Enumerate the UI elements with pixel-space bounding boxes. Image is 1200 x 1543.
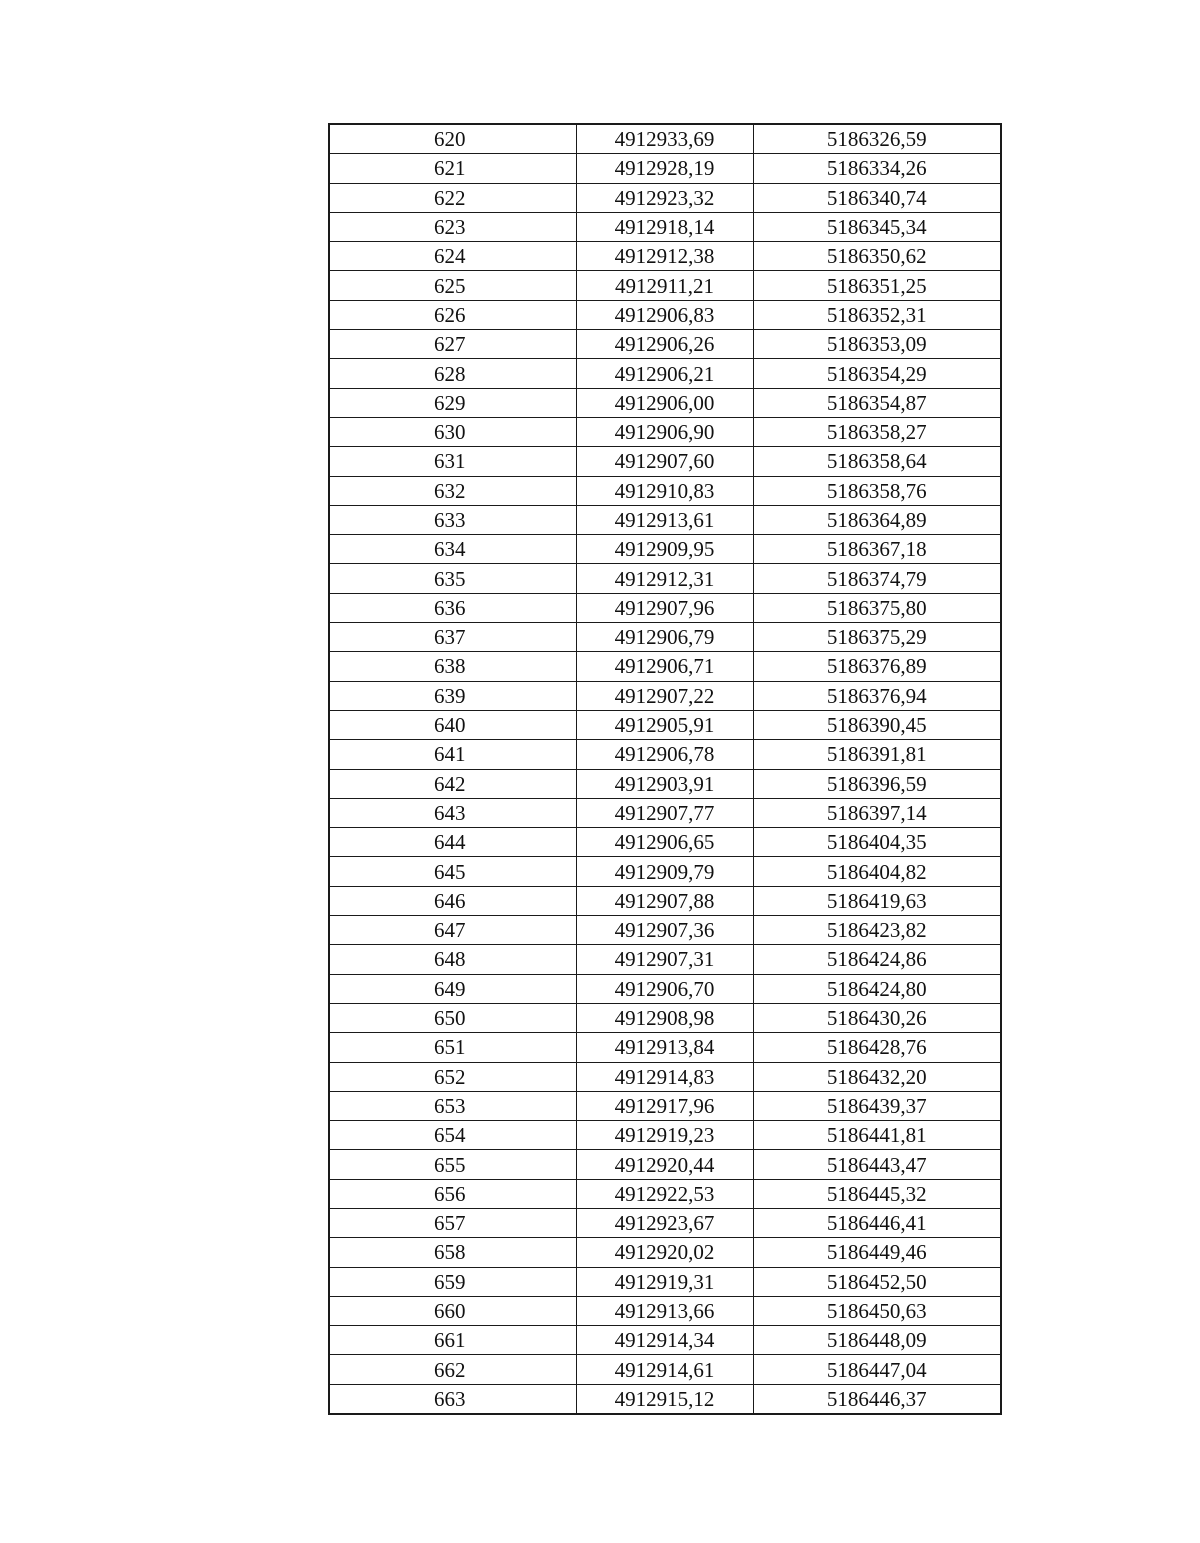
y-coordinate-cell: 5186449,46: [753, 1238, 1001, 1267]
x-coordinate-cell: 4912928,19: [576, 154, 753, 183]
x-coordinate-cell: 4912933,69: [576, 124, 753, 154]
x-coordinate-cell: 4912906,26: [576, 330, 753, 359]
x-coordinate-cell: 4912906,21: [576, 359, 753, 388]
table-row: [329, 1121, 1001, 1150]
table-row: [329, 798, 1001, 827]
x-coordinate-cell: 4912914,34: [576, 1326, 753, 1355]
table-row: [329, 1150, 1001, 1179]
y-coordinate-cell: 5186376,89: [753, 652, 1001, 681]
x-coordinate-cell: 4912907,31: [576, 945, 753, 974]
point-number-cell: 658: [329, 1238, 576, 1267]
y-coordinate-cell: 5186350,62: [753, 242, 1001, 271]
y-coordinate-cell: 5186358,76: [753, 476, 1001, 505]
table-row: [329, 124, 1001, 154]
y-coordinate-cell: 5186432,20: [753, 1062, 1001, 1091]
x-coordinate-cell: 4912907,88: [576, 886, 753, 915]
point-number-cell: 644: [329, 828, 576, 857]
y-coordinate-cell: 5186340,74: [753, 183, 1001, 212]
y-coordinate-cell: 5186423,82: [753, 916, 1001, 945]
point-number-cell: 626: [329, 300, 576, 329]
point-number-cell: 627: [329, 330, 576, 359]
table-row: [329, 1267, 1001, 1296]
y-coordinate-cell: 5186439,37: [753, 1091, 1001, 1120]
y-coordinate-cell: 5186353,09: [753, 330, 1001, 359]
x-coordinate-cell: 4912914,61: [576, 1355, 753, 1384]
x-coordinate-cell: 4912906,71: [576, 652, 753, 681]
y-coordinate-cell: 5186391,81: [753, 740, 1001, 769]
point-number-cell: 643: [329, 798, 576, 827]
table-row: [329, 1003, 1001, 1032]
table-row: [329, 300, 1001, 329]
table-row: [329, 710, 1001, 739]
point-number-cell: 620: [329, 124, 576, 154]
table-row: [329, 417, 1001, 446]
coordinates-table-body: [329, 124, 1001, 1414]
table-row: [329, 1208, 1001, 1237]
table-row: [329, 593, 1001, 622]
y-coordinate-cell: 5186334,26: [753, 154, 1001, 183]
x-coordinate-cell: 4912917,96: [576, 1091, 753, 1120]
table-row: [329, 1179, 1001, 1208]
table-row: [329, 916, 1001, 945]
y-coordinate-cell: 5186424,80: [753, 974, 1001, 1003]
y-coordinate-cell: 5186354,29: [753, 359, 1001, 388]
table-row: [329, 681, 1001, 710]
y-coordinate-cell: 5186448,09: [753, 1326, 1001, 1355]
table-row: [329, 886, 1001, 915]
point-number-cell: 624: [329, 242, 576, 271]
y-coordinate-cell: 5186397,14: [753, 798, 1001, 827]
point-number-cell: 628: [329, 359, 576, 388]
x-coordinate-cell: 4912922,53: [576, 1179, 753, 1208]
x-coordinate-cell: 4912923,67: [576, 1208, 753, 1237]
point-number-cell: 625: [329, 271, 576, 300]
point-number-cell: 652: [329, 1062, 576, 1091]
point-number-cell: 640: [329, 710, 576, 739]
y-coordinate-cell: 5186376,94: [753, 681, 1001, 710]
y-coordinate-cell: 5186430,26: [753, 1003, 1001, 1032]
table-row: [329, 242, 1001, 271]
table-row: [329, 1033, 1001, 1062]
point-number-cell: 650: [329, 1003, 576, 1032]
table-row: [329, 1062, 1001, 1091]
table-row: [329, 1384, 1001, 1414]
x-coordinate-cell: 4912906,83: [576, 300, 753, 329]
point-number-cell: 639: [329, 681, 576, 710]
point-number-cell: 663: [329, 1384, 576, 1414]
y-coordinate-cell: 5186326,59: [753, 124, 1001, 154]
point-number-cell: 638: [329, 652, 576, 681]
table-row: [329, 271, 1001, 300]
x-coordinate-cell: 4912913,61: [576, 505, 753, 534]
x-coordinate-cell: 4912907,60: [576, 447, 753, 476]
point-number-cell: 635: [329, 564, 576, 593]
point-number-cell: 653: [329, 1091, 576, 1120]
point-number-cell: 622: [329, 183, 576, 212]
x-coordinate-cell: 4912907,77: [576, 798, 753, 827]
x-coordinate-cell: 4912918,14: [576, 212, 753, 241]
x-coordinate-cell: 4912913,66: [576, 1296, 753, 1325]
y-coordinate-cell: 5186445,32: [753, 1179, 1001, 1208]
x-coordinate-cell: 4912919,23: [576, 1121, 753, 1150]
point-number-cell: 636: [329, 593, 576, 622]
y-coordinate-cell: 5186345,34: [753, 212, 1001, 241]
table-row: [329, 857, 1001, 886]
x-coordinate-cell: 4912914,83: [576, 1062, 753, 1091]
x-coordinate-cell: 4912905,91: [576, 710, 753, 739]
table-row: [329, 945, 1001, 974]
table-row: [329, 447, 1001, 476]
point-number-cell: 661: [329, 1326, 576, 1355]
table-row: [329, 740, 1001, 769]
point-number-cell: 623: [329, 212, 576, 241]
y-coordinate-cell: 5186404,82: [753, 857, 1001, 886]
y-coordinate-cell: 5186428,76: [753, 1033, 1001, 1062]
y-coordinate-cell: 5186352,31: [753, 300, 1001, 329]
table-row: [329, 1238, 1001, 1267]
table-row: [329, 359, 1001, 388]
y-coordinate-cell: 5186424,86: [753, 945, 1001, 974]
point-number-cell: 659: [329, 1267, 576, 1296]
y-coordinate-cell: 5186367,18: [753, 535, 1001, 564]
y-coordinate-cell: 5186396,59: [753, 769, 1001, 798]
y-coordinate-cell: 5186419,63: [753, 886, 1001, 915]
table-row: [329, 212, 1001, 241]
y-coordinate-cell: 5186375,80: [753, 593, 1001, 622]
y-coordinate-cell: 5186374,79: [753, 564, 1001, 593]
point-number-cell: 642: [329, 769, 576, 798]
point-number-cell: 655: [329, 1150, 576, 1179]
table-row: [329, 623, 1001, 652]
point-number-cell: 651: [329, 1033, 576, 1062]
point-number-cell: 654: [329, 1121, 576, 1150]
x-coordinate-cell: 4912909,79: [576, 857, 753, 886]
x-coordinate-cell: 4912923,32: [576, 183, 753, 212]
x-coordinate-cell: 4912907,22: [576, 681, 753, 710]
point-number-cell: 632: [329, 476, 576, 505]
x-coordinate-cell: 4912909,95: [576, 535, 753, 564]
y-coordinate-cell: 5186358,64: [753, 447, 1001, 476]
point-number-cell: 633: [329, 505, 576, 534]
point-number-cell: 631: [329, 447, 576, 476]
table-row: [329, 183, 1001, 212]
x-coordinate-cell: 4912911,21: [576, 271, 753, 300]
point-number-cell: 662: [329, 1355, 576, 1384]
x-coordinate-cell: 4912913,84: [576, 1033, 753, 1062]
table-row: [329, 476, 1001, 505]
y-coordinate-cell: 5186450,63: [753, 1296, 1001, 1325]
y-coordinate-cell: 5186354,87: [753, 388, 1001, 417]
x-coordinate-cell: 4912906,70: [576, 974, 753, 1003]
x-coordinate-cell: 4912906,00: [576, 388, 753, 417]
y-coordinate-cell: 5186447,04: [753, 1355, 1001, 1384]
x-coordinate-cell: 4912906,90: [576, 417, 753, 446]
y-coordinate-cell: 5186443,47: [753, 1150, 1001, 1179]
x-coordinate-cell: 4912907,96: [576, 593, 753, 622]
y-coordinate-cell: 5186358,27: [753, 417, 1001, 446]
point-number-cell: 629: [329, 388, 576, 417]
table-row: [329, 652, 1001, 681]
table-row: [329, 388, 1001, 417]
point-number-cell: 656: [329, 1179, 576, 1208]
y-coordinate-cell: 5186441,81: [753, 1121, 1001, 1150]
point-number-cell: 634: [329, 535, 576, 564]
x-coordinate-cell: 4912910,83: [576, 476, 753, 505]
point-number-cell: 660: [329, 1296, 576, 1325]
table-row: [329, 535, 1001, 564]
table-row: [329, 828, 1001, 857]
x-coordinate-cell: 4912912,31: [576, 564, 753, 593]
table-row: [329, 1091, 1001, 1120]
table-row: [329, 505, 1001, 534]
x-coordinate-cell: 4912919,31: [576, 1267, 753, 1296]
point-number-cell: 645: [329, 857, 576, 886]
table-row: [329, 1355, 1001, 1384]
point-number-cell: 641: [329, 740, 576, 769]
coordinates-table: [328, 123, 1002, 1415]
point-number-cell: 621: [329, 154, 576, 183]
x-coordinate-cell: 4912915,12: [576, 1384, 753, 1414]
y-coordinate-cell: 5186364,89: [753, 505, 1001, 534]
table-row: [329, 1326, 1001, 1355]
table-row: [329, 769, 1001, 798]
point-number-cell: 647: [329, 916, 576, 945]
x-coordinate-cell: 4912920,44: [576, 1150, 753, 1179]
table-row: [329, 330, 1001, 359]
point-number-cell: 646: [329, 886, 576, 915]
y-coordinate-cell: 5186351,25: [753, 271, 1001, 300]
x-coordinate-cell: 4912907,36: [576, 916, 753, 945]
y-coordinate-cell: 5186446,41: [753, 1208, 1001, 1237]
y-coordinate-cell: 5186446,37: [826, 1386, 927, 1411]
y-coordinate-cell: 5186452,50: [753, 1267, 1001, 1296]
x-coordinate-cell: 4912912,38: [576, 242, 753, 271]
x-coordinate-cell: 4912906,65: [576, 828, 753, 857]
x-coordinate-cell: 4912903,91: [576, 769, 753, 798]
y-coordinate-cell: 5186375,29: [753, 623, 1001, 652]
x-coordinate-cell: 4912906,78: [576, 740, 753, 769]
point-number-cell: 648: [329, 945, 576, 974]
table-row: [329, 974, 1001, 1003]
table-row: [329, 564, 1001, 593]
point-number-cell: 657: [329, 1208, 576, 1237]
point-number-cell: 630: [329, 417, 576, 446]
x-coordinate-cell: 4912906,79: [576, 623, 753, 652]
x-coordinate-cell: 4912920,02: [576, 1238, 753, 1267]
y-coordinate-cell: 5186404,35: [753, 828, 1001, 857]
point-number-cell: 637: [329, 623, 576, 652]
table-row: [329, 1296, 1001, 1325]
table-row: [329, 154, 1001, 183]
x-coordinate-cell: 4912908,98: [576, 1003, 753, 1032]
point-number-cell: 649: [329, 974, 576, 1003]
y-coordinate-cell: 5186390,45: [753, 710, 1001, 739]
